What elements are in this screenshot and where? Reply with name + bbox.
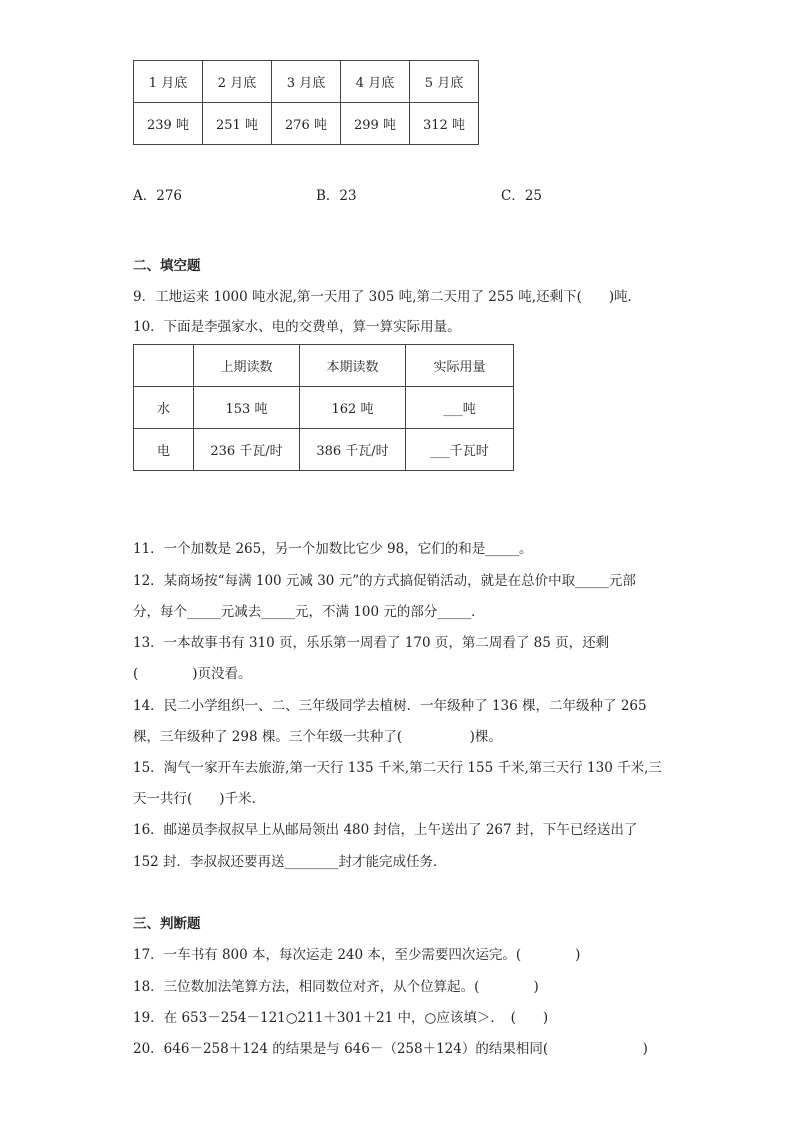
table-cell: 236 千瓦/时 — [194, 429, 300, 471]
table-row — [134, 429, 514, 471]
table-cell: 2 月底 — [203, 61, 272, 103]
option-b: B．23 — [316, 188, 357, 204]
table-cell: 本期读数 — [300, 345, 406, 387]
table-header-row — [134, 345, 514, 387]
question-13-line2: ( )页没看。 — [133, 666, 252, 682]
table-cell: 1 月底 — [134, 61, 203, 103]
table-cell: ___千瓦时 — [406, 429, 514, 471]
question-10: 10．下面是李强家水、电的交费单，算一算实际用量。 — [133, 319, 461, 335]
table-cell: 5 月底 — [410, 61, 479, 103]
question-16-line1: 16．邮递员李叔叔早上从邮局领出 480 封信，上午送出了 267 封，下午已经送出了 — [133, 822, 638, 838]
table-cell: 153 吨 — [194, 387, 300, 429]
table-row — [134, 103, 479, 145]
table-cell: 3 月底 — [272, 61, 341, 103]
table-header-row — [134, 61, 479, 103]
question-15-line1: 15．淘气一家开车去旅游,第一天行 135 千米,第二天行 155 千米,第三天行 130 千米,三 — [133, 760, 662, 776]
monthly-tonnage-table — [133, 60, 479, 145]
table-cell: 电 — [134, 429, 194, 471]
question-12-line1: 12．某商场按“每满 100 元减 30 元”的方式搞促销活动，就是在总价中取_____元部 — [133, 573, 636, 589]
table-cell: 312 吨 — [410, 103, 479, 145]
question-9: 9．工地运来 1000 吨水泥,第一天用了 305 吨,第二天用了 255 吨,还剩下( )吨． — [133, 289, 642, 305]
table-cell: 276 吨 — [272, 103, 341, 145]
question-14-line1: 14．民二小学组织一、二、三年级同学去植树．一年级种了 136 棵，二年级种了 265 — [133, 698, 647, 714]
question-12-line2: 分，每个_____元减去_____元，不满 100 元的部分_____． — [133, 604, 485, 620]
table-cell: 386 千瓦/时 — [300, 429, 406, 471]
question-11: 11．一个加数是 265，另一个加数比它少 98，它们的和是_____。 — [133, 541, 533, 557]
question-16-line2: 152 封．李叔叔还要再送________封才能完成任务． — [133, 854, 447, 870]
table-cell: 4 月底 — [341, 61, 410, 103]
table-cell: 水 — [134, 387, 194, 429]
question-17: 17．一车书有 800 本，每次运走 240 本，至少需要四次运完。( ) — [133, 947, 581, 963]
table-cell: 实际用量 — [406, 345, 514, 387]
question-20: 20．646－258＋124 的结果是与 646－（258＋124）的结果相同( ) — [133, 1041, 648, 1057]
table-cell — [134, 345, 194, 387]
question-13-line1: 13．一本故事书有 310 页，乐乐第一周看了 170 页，第二周看了 85 页，还剩 — [133, 635, 610, 651]
table-cell: 251 吨 — [203, 103, 272, 145]
table-cell: 299 吨 — [341, 103, 410, 145]
question-15-line2: 天一共行( )千米． — [133, 791, 266, 807]
table-cell: 上期读数 — [194, 345, 300, 387]
table-cell: 162 吨 — [300, 387, 406, 429]
table-row — [134, 387, 514, 429]
question-18: 18．三位数加法笔算方法，相同数位对齐，从个位算起。( ) — [133, 979, 539, 995]
table-cell: ___吨 — [406, 387, 514, 429]
table-cell: 239 吨 — [134, 103, 203, 145]
section-title-fill-blank: 二、填空题 — [133, 258, 201, 274]
section-title-true-false: 三、判断题 — [133, 916, 201, 932]
option-a: A．276 — [133, 188, 183, 204]
option-c: C．25 — [501, 188, 543, 204]
question-19: 19．在 653－254－121○211＋301＋21 中，○应该填＞． ( ) — [133, 1010, 549, 1026]
utility-bill-table — [133, 344, 514, 471]
question-14-line2: 棵，三年级种了 298 棵。三个年级一共种了( )棵。 — [133, 729, 502, 745]
